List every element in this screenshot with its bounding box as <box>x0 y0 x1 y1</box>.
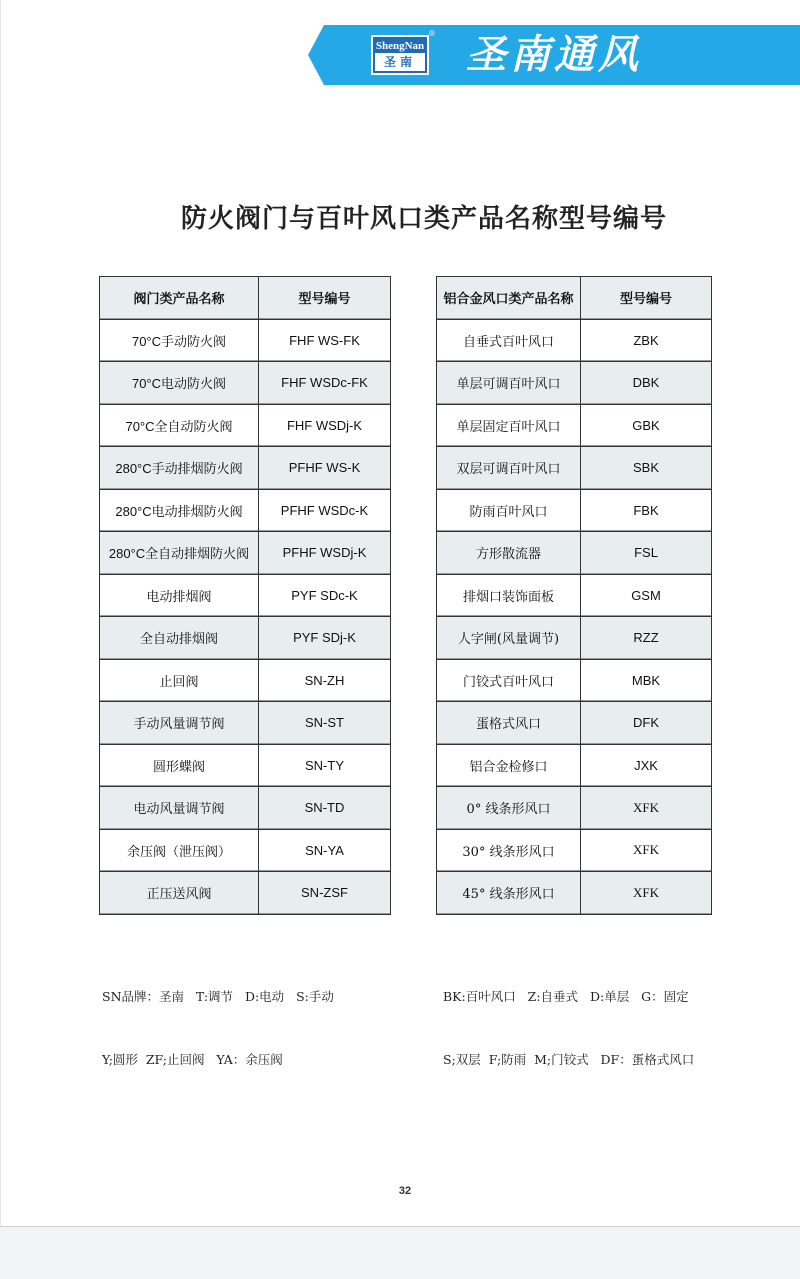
product-name: 280°C手动排烟防火阀 <box>100 447 259 490</box>
table-row <box>100 319 391 362</box>
table-row <box>100 744 391 787</box>
table-row <box>437 659 712 702</box>
product-name: 45° 线条形风口 <box>437 872 581 915</box>
grille-table <box>436 276 712 915</box>
model-code: GSM <box>581 574 712 617</box>
model-code: ZBK <box>581 319 712 362</box>
model-code: FSL <box>581 532 712 575</box>
table-header-row <box>437 277 712 320</box>
model-code: SN-ZH <box>259 659 391 702</box>
table-row <box>437 532 712 575</box>
table-row <box>100 872 391 915</box>
table-row <box>437 362 712 405</box>
product-name: 单层固定百叶风口 <box>437 404 581 447</box>
model-code: SN-ST <box>259 702 391 745</box>
product-name: 电动排烟阀 <box>100 574 259 617</box>
registered-mark: ® <box>429 29 435 38</box>
product-name: 圆形蝶阀 <box>100 744 259 787</box>
model-code: PFHF WSDc-K <box>259 489 391 532</box>
model-code: SN-TY <box>259 744 391 787</box>
table-row <box>437 447 712 490</box>
product-name: 单层可调百叶风口 <box>437 362 581 405</box>
table-row <box>100 532 391 575</box>
model-code: SN-ZSF <box>259 872 391 915</box>
product-name: 30° 线条形风口 <box>437 829 581 872</box>
product-name: 防雨百叶风口 <box>437 489 581 532</box>
model-code: FHF WSDc-FK <box>259 362 391 405</box>
table-row <box>437 617 712 660</box>
table-row <box>100 617 391 660</box>
logo-latin-text: ShengNan <box>373 39 427 53</box>
model-code: GBK <box>581 404 712 447</box>
product-name: 0° 线条形风口 <box>437 787 581 830</box>
table-row <box>100 702 391 745</box>
product-name: 蛋格式风口 <box>437 702 581 745</box>
model-code: XFK <box>581 872 712 915</box>
model-code: SBK <box>581 447 712 490</box>
table-row <box>100 447 391 490</box>
model-code: FHF WS-FK <box>259 319 391 362</box>
logo-chinese-text: 圣南 <box>375 53 425 71</box>
model-code: RZZ <box>581 617 712 660</box>
table-row <box>100 829 391 872</box>
model-code: SN-YA <box>259 829 391 872</box>
model-code: PFHF WSDj-K <box>259 532 391 575</box>
product-name: 止回阀 <box>100 659 259 702</box>
product-name: 余压阀（泄压阀） <box>100 829 259 872</box>
model-code: DFK <box>581 702 712 745</box>
table-row <box>100 659 391 702</box>
product-name: 电动风量调节阀 <box>100 787 259 830</box>
product-name: 280°C电动排烟防火阀 <box>100 489 259 532</box>
table-row <box>437 489 712 532</box>
model-code: MBK <box>581 659 712 702</box>
model-code: FBK <box>581 489 712 532</box>
legend-line: SN品牌：圣南 T:调节 D:电动 S:手动 <box>102 989 334 1004</box>
column-header: 型号编号 <box>259 277 391 320</box>
table-row <box>100 787 391 830</box>
product-name: 排烟口装饰面板 <box>437 574 581 617</box>
model-code: JXK <box>581 744 712 787</box>
table-row <box>437 787 712 830</box>
page-title: 防火阀门与百叶风口类产品名称型号编号 <box>180 204 667 234</box>
table-row <box>437 574 712 617</box>
product-name: 双层可调百叶风口 <box>437 447 581 490</box>
product-name: 自垂式百叶风口 <box>437 319 581 362</box>
brand-logo <box>371 35 429 75</box>
product-name: 手动风量调节阀 <box>100 702 259 745</box>
model-code: FHF WSDj-K <box>259 404 391 447</box>
model-code: XFK <box>581 829 712 872</box>
model-code: PYF SDc-K <box>259 574 391 617</box>
legend-line: Y;圆形 ZF;止回阀 YA：余压阀 <box>102 1052 283 1067</box>
column-header: 型号编号 <box>581 277 712 320</box>
product-name: 人字闸(风量调节) <box>437 617 581 660</box>
product-name: 全自动排烟阀 <box>100 617 259 660</box>
product-name: 70°C手动防火阀 <box>100 319 259 362</box>
product-name: 铝合金检修口 <box>437 744 581 787</box>
model-code: XFK <box>581 787 712 830</box>
model-code: SN-TD <box>259 787 391 830</box>
column-header: 阀门类产品名称 <box>100 277 259 320</box>
grille-legend-notes <box>443 944 694 1091</box>
table-header-row <box>100 277 391 320</box>
column-header: 铝合金风口类产品名称 <box>437 277 581 320</box>
table-row <box>437 744 712 787</box>
table-row <box>437 702 712 745</box>
table-row <box>437 404 712 447</box>
product-name: 70°C全自动防火阀 <box>100 404 259 447</box>
table-row <box>100 362 391 405</box>
model-code: PFHF WS-K <box>259 447 391 490</box>
product-name: 70°C电动防火阀 <box>100 362 259 405</box>
table-row <box>437 872 712 915</box>
table-row <box>437 829 712 872</box>
valve-legend-notes <box>102 944 334 1091</box>
brand-name: 圣南通风 <box>466 31 642 78</box>
legend-line: S;双层 F;防雨 M;门铰式 DF：蛋格式风口 <box>443 1052 695 1067</box>
page-number: 32 <box>398 1185 412 1197</box>
product-name: 方形散流器 <box>437 532 581 575</box>
legend-line: BK:百叶风口 Z:自垂式 D:单层 G：固定 <box>443 989 689 1004</box>
table-row <box>437 319 712 362</box>
product-name: 门铰式百叶风口 <box>437 659 581 702</box>
table-row <box>100 489 391 532</box>
product-name: 280°C全自动排烟防火阀 <box>100 532 259 575</box>
table-row <box>100 404 391 447</box>
model-code: DBK <box>581 362 712 405</box>
table-row <box>100 574 391 617</box>
product-name: 正压送风阀 <box>100 872 259 915</box>
valve-table <box>99 276 391 915</box>
model-code: PYF SDj-K <box>259 617 391 660</box>
